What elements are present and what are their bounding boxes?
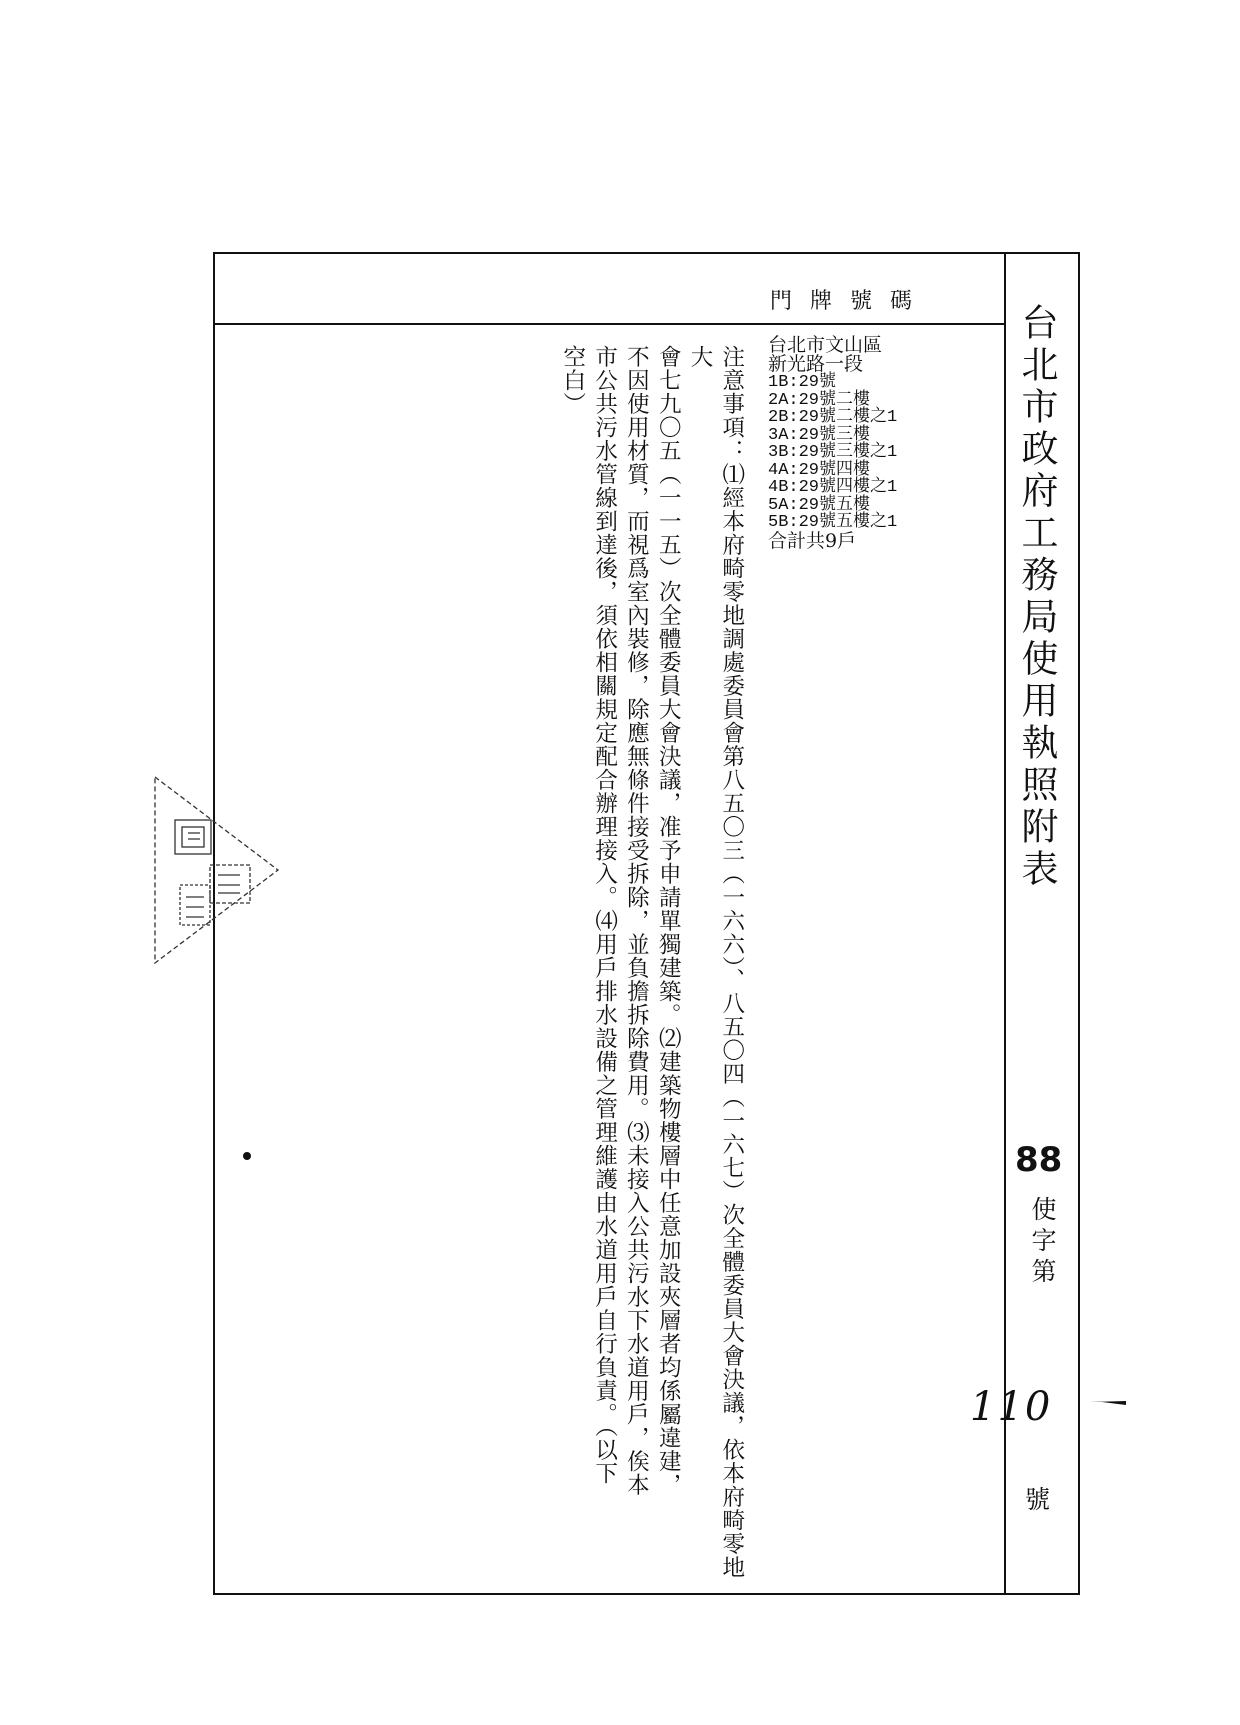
address-line: 新光路一段 [768, 353, 864, 375]
notes-column: 不因使用材質，而視爲室內裝修，除應無條件接受拆除，並負擔拆除費用。⑶未接入公共污水下水道用戶，俟本 [623, 345, 650, 1497]
address-line: 合計共9戶 [768, 529, 857, 552]
license-char-label: 使字第 [1028, 1196, 1057, 1289]
address-line: 3A:29號三樓 [768, 425, 871, 445]
license-suffix: 號 [1025, 1485, 1051, 1514]
header-divider [213, 323, 1004, 325]
address-line: 4B:29號四樓之1 [768, 478, 898, 497]
margin-dash-mark [1088, 1398, 1128, 1408]
notes-column: 會七九〇五（一一五）次全體委員大會決議，准予申請單獨建築。⑵建築物樓層中任意加設夾層者均係屬違建， [655, 345, 682, 1497]
license-year: 88 [1015, 1140, 1063, 1180]
address-line: 1B:29號 [768, 373, 837, 392]
partial-seal-stamp [150, 775, 280, 965]
form-title: 台北市政府工務局使用執照附表 [1015, 303, 1058, 891]
address-line: 5B:29號五樓之1 [768, 513, 898, 532]
column-header: 門牌號碼 [770, 289, 931, 314]
notes-column: 市公共污水管線到達後，須依相關規定配合辦理接入。⑷用戶排水設備之管理維護由水道用戶自行負責。（以下 [591, 345, 618, 1486]
ink-smudge [240, 1148, 254, 1162]
address-line: 4A:29號四樓 [768, 460, 871, 480]
notes-column: 空白） [559, 345, 586, 416]
address-line: 台北市文山區 [768, 334, 883, 356]
address-line: 2A:29號二樓 [768, 390, 871, 410]
notes-block [556, 345, 747, 1595]
address-block [768, 336, 897, 551]
address-line: 3B:29號三樓之1 [768, 443, 898, 462]
address-line: 2B:29號二樓之1 [768, 408, 898, 427]
notes-column: 注意事項：⑴經本府畸零地調處委員會第八五〇三（一六六）、八五〇四（一六七）次全體委員大會決議，依本府畸零地大 [686, 345, 745, 1580]
license-number: 110 [970, 1384, 1053, 1430]
address-line: 5A:29號五樓 [768, 495, 871, 515]
